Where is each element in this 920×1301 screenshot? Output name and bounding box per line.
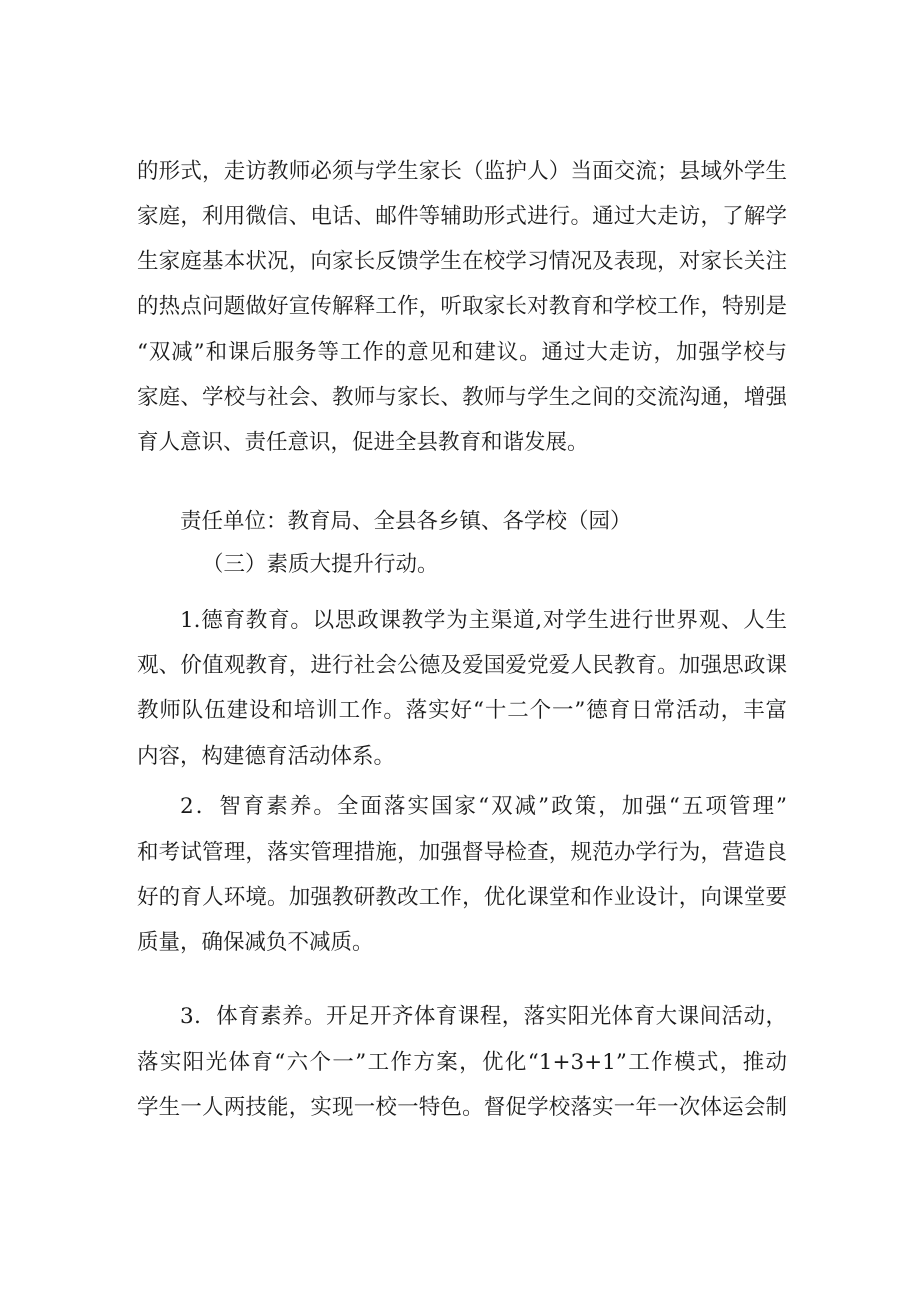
item-3-line: 3．体育素养。开足开齐体育课程，落实阳光体育大课间活动， — [180, 1004, 787, 1029]
item-2-line: 和考试管理，落实管理措施，加强督导检查，规范办学行为，营造良 — [137, 840, 787, 865]
paragraph-line: 家庭、学校与社会、教师与家长、教师与学生之间的交流沟通，增强 — [137, 385, 787, 410]
paragraph-line: 育人意识、责任意识，促进全县教育和谐发展。 — [137, 430, 589, 455]
item-2-line: 2．智育素养。全面落实国家“双减”政策，加强“五项管理” — [180, 794, 787, 819]
paragraph-line: “双减”和课后服务等工作的意见和建议。通过大走访，加强学校与 — [137, 340, 787, 365]
paragraph-line: 家庭，利用微信、电话、邮件等辅助形式进行。通过大走访，了解学 — [137, 204, 787, 229]
item-1-line: 1.德育教育。以思政课教学为主渠道,对学生进行世界观、人生 — [180, 608, 787, 633]
item-3-line: 学生一人两技能，实现一校一特色。督促学校落实一年一次体运会制 — [137, 1095, 787, 1120]
responsibility-line: 责任单位：教育局、全县各乡镇、各学校（园） — [180, 509, 632, 534]
item-2-line: 好的育人环境。加强教研教改工作，优化课堂和作业设计，向课堂要 — [137, 885, 787, 910]
paragraph-line: 生家庭基本状况，向家长反馈学生在校学习情况及表现，对家长关注 — [137, 249, 787, 274]
item-2-line: 质量，确保减负不减质。 — [137, 930, 374, 955]
item-3-line: 落实阳光体育“六个一”工作方案，优化“1+3+1”工作模式，推动 — [137, 1050, 787, 1075]
paragraph-line: 的形式，走访教师必须与学生家长（监护人）当面交流；县域外学生 — [137, 159, 787, 184]
item-1-line: 观、价值观教育，进行社会公德及爱国爱党爱人民教育。加强思政课 — [137, 653, 787, 678]
section-heading: （三）素质大提升行动。 — [202, 552, 439, 577]
item-1-line: 内容，构建德育活动体系。 — [137, 744, 396, 769]
item-1-line: 教师队伍建设和培训工作。落实好“十二个一”德育日常活动，丰富 — [137, 698, 787, 723]
paragraph-line: 的热点问题做好宣传解释工作，听取家长对教育和学校工作，特别是 — [137, 294, 787, 319]
